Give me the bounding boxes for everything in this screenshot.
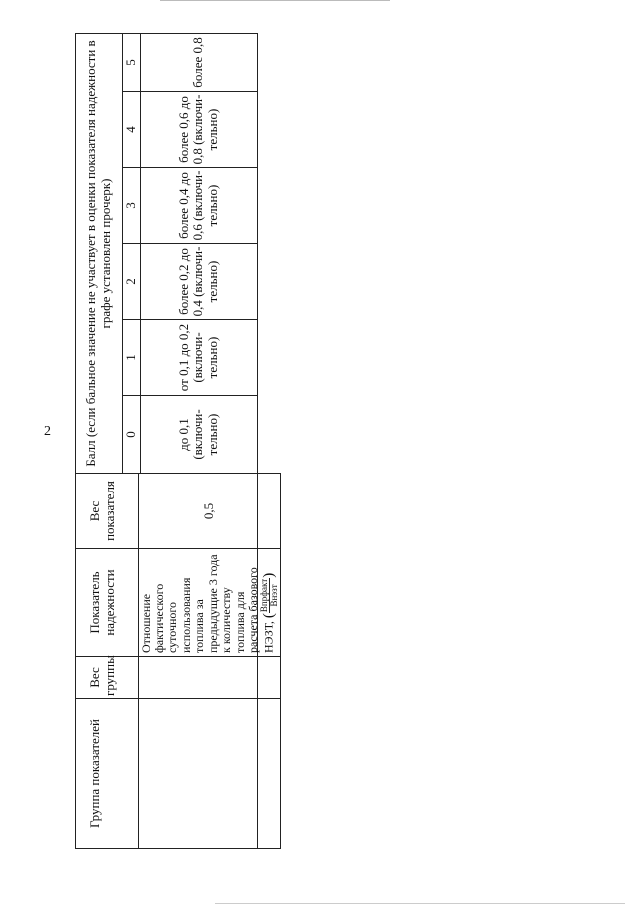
cell-score-1: от 0,1 до 0,2 (включи-тельно) xyxy=(140,320,257,396)
score-level-2: 2 xyxy=(123,244,141,320)
formula-denominator: Внэзт xyxy=(269,584,280,607)
cell-score-3: более 0,4 до 0,6 (включи-тельно) xyxy=(140,168,257,244)
scan-border-bottom xyxy=(215,903,625,904)
cell-indicator-weight: 0,5 xyxy=(138,474,281,549)
cell-score-2: более 0,2 до 0,4 (включи-тельно) xyxy=(140,244,257,320)
cell-score-0: до 0,1 (включи-тельно) xyxy=(140,396,257,474)
header-group: Группа показателей xyxy=(76,699,258,849)
header-indicator: Показатель надежности xyxy=(76,549,258,657)
formula-fraction xyxy=(260,578,279,613)
cell-indicator-text: Отношение фактического суточного использования топлива за предыдущие 3 года к количеству топлива для расчета базового НЭЗТ, xyxy=(138,554,276,653)
score-level-3: 3 xyxy=(123,168,141,244)
scan-border-top xyxy=(160,0,390,1)
page-number: 2 xyxy=(44,424,51,439)
reliability-table-rotated xyxy=(75,34,255,849)
cell-score-4: более 0,6 до 0,8 (включи-тельно) xyxy=(140,92,257,168)
score-level-5: 5 xyxy=(123,33,141,91)
score-level-0: 0 xyxy=(123,396,141,474)
header-score: Балл (если бальное значение не участвует в оценки показателя надежности в графе установлен прочерк) xyxy=(76,33,123,473)
reliability-table xyxy=(75,33,258,849)
score-level-1: 1 xyxy=(123,320,141,396)
header-group-weight: Вес группы xyxy=(76,657,258,699)
cell-score-5: более 0,8 xyxy=(140,33,257,91)
header-indicator-weight: Вес показателя xyxy=(76,474,258,549)
score-level-4: 4 xyxy=(123,92,141,168)
cell-indicator: Отношение фактического суточного использования топлива за предыдущие 3 года к количеству топлива для расчета базового НЭЗТ, ( Впрфакт Внэзт ) xyxy=(138,549,281,657)
formula-numerator: Впрфакт xyxy=(259,578,270,613)
